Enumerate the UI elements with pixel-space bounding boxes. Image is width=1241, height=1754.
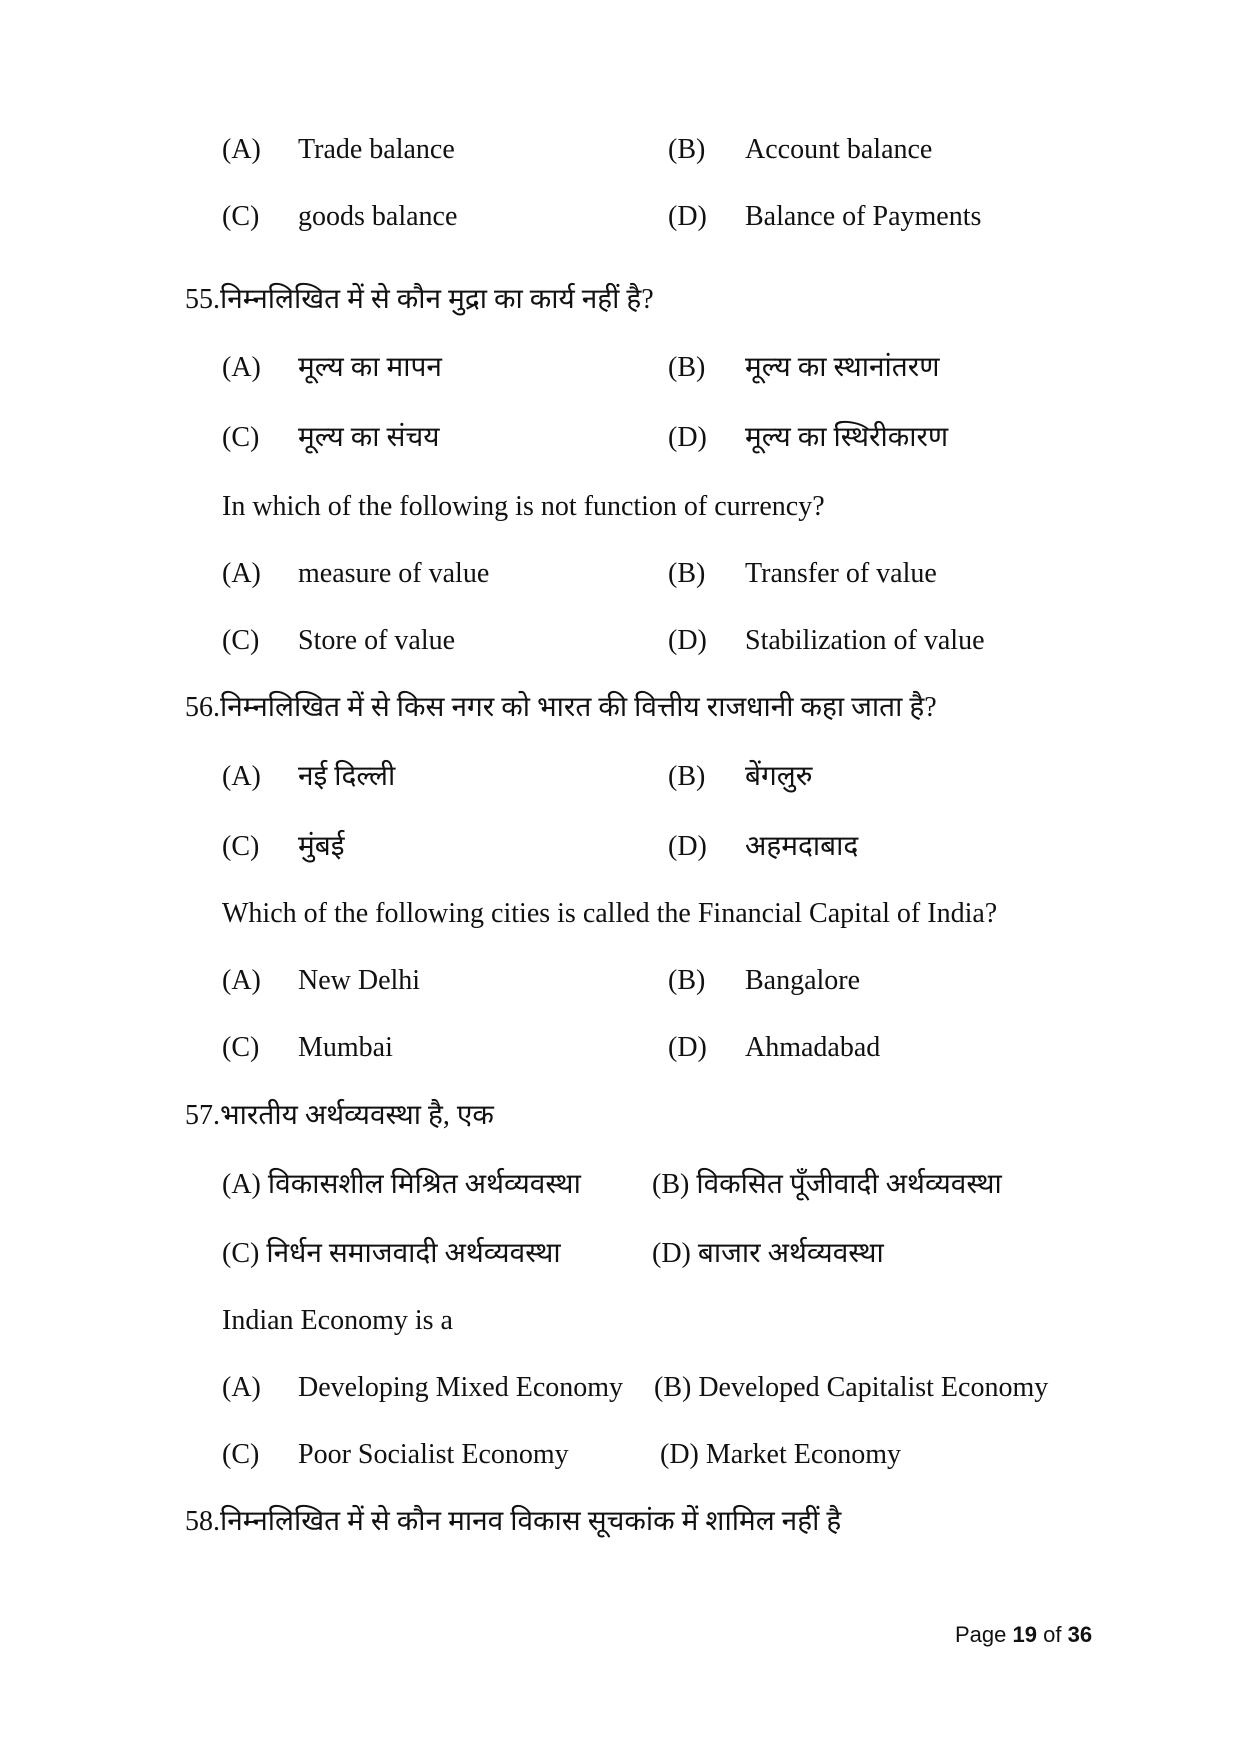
total-pages: 36 (1067, 1622, 1093, 1647)
option-text: (D) बाजार अर्थव्यवस्था (652, 1238, 884, 1269)
option-text: मूल्य का संचय (298, 422, 440, 453)
option-label: (C) (222, 1439, 260, 1470)
option-label: (D) (668, 831, 707, 862)
option-label: (A) (222, 1372, 261, 1403)
option-text: मूल्य का मापन (298, 352, 442, 383)
option-text: Trade balance (298, 134, 455, 165)
option-text: अहमदाबाद (745, 831, 859, 862)
option-label: (B) (668, 965, 706, 996)
option-label: (C) (222, 625, 260, 656)
q56-question-hindi: 56.निम्नलिखित में से किस नगर को भारत की वित्तीय राजधानी कहा जाता है? (185, 692, 937, 723)
option-label: (C) (222, 422, 260, 453)
page-word: Page (955, 1622, 1007, 1647)
q56-question-english: Which of the following cities is called the Financial Capital of India? (222, 898, 998, 929)
option-label: (C) (222, 831, 260, 862)
of-word: of (1043, 1622, 1062, 1647)
option-text: Account balance (745, 134, 933, 165)
option-text: मुंबई (298, 831, 345, 862)
option-label: (C) (222, 1032, 260, 1063)
option-label: (B) (668, 761, 706, 792)
option-label: (B) (668, 558, 706, 589)
option-text: मूल्य का स्थानांतरण (745, 352, 940, 383)
option-text: बेंगलुरु (745, 761, 813, 792)
option-label: (A) (222, 761, 261, 792)
option-text: measure of value (298, 558, 490, 589)
option-text: New Delhi (298, 965, 421, 996)
option-text: (D) Market Economy (660, 1439, 902, 1470)
option-text: Transfer of value (745, 558, 937, 589)
option-label: (D) (668, 1032, 707, 1063)
option-text: Store of value (298, 625, 456, 656)
q55-question-english: In which of the following is not function of currency? (222, 491, 825, 522)
option-label: (D) (668, 422, 707, 453)
page-number: 19 (1012, 1622, 1037, 1647)
option-text: goods balance (298, 201, 458, 232)
option-label: (C) (222, 201, 260, 232)
option-text: Developing Mixed Economy (298, 1372, 624, 1403)
option-text: Poor Socialist Economy (298, 1439, 569, 1470)
q57-question-english: Indian Economy is a (222, 1305, 453, 1336)
option-text: मूल्य का स्थिरीकारण (745, 422, 949, 453)
option-label: (A) (222, 352, 261, 383)
option-text: Balance of Payments (745, 201, 982, 232)
option-label: (B) (668, 134, 706, 165)
option-label: (B) (668, 352, 706, 383)
option-text: नई दिल्ली (298, 761, 396, 792)
option-text: (A) विकासशील मिश्रित अर्थव्यवस्था (222, 1169, 581, 1200)
option-label: (A) (222, 558, 261, 589)
option-text: (B) विकसित पूँजीवादी अर्थव्यवस्था (652, 1169, 1002, 1200)
option-text: Ahmadabad (745, 1032, 881, 1063)
option-text: Stabilization of value (745, 625, 985, 656)
page-footer (955, 1620, 1092, 1650)
option-label: (D) (668, 201, 707, 232)
option-label: (A) (222, 965, 261, 996)
option-text: (C) निर्धन समाजवादी अर्थव्यवस्था (222, 1238, 561, 1269)
option-text: (B) Developed Capitalist Economy (654, 1372, 1049, 1403)
option-text: Bangalore (745, 965, 861, 996)
option-label: (A) (222, 134, 261, 165)
option-label: (D) (668, 625, 707, 656)
q57-question-hindi: 57.भारतीय अर्थव्यवस्था है, एक (185, 1100, 494, 1131)
q55-question-hindi: 55.निम्नलिखित में से कौन मुद्रा का कार्य नहीं है? (185, 284, 654, 315)
option-text: Mumbai (298, 1032, 393, 1063)
q58-question-hindi: 58.निम्नलिखित में से कौन मानव विकास सूचकांक में शामिल नहीं है (185, 1506, 842, 1537)
